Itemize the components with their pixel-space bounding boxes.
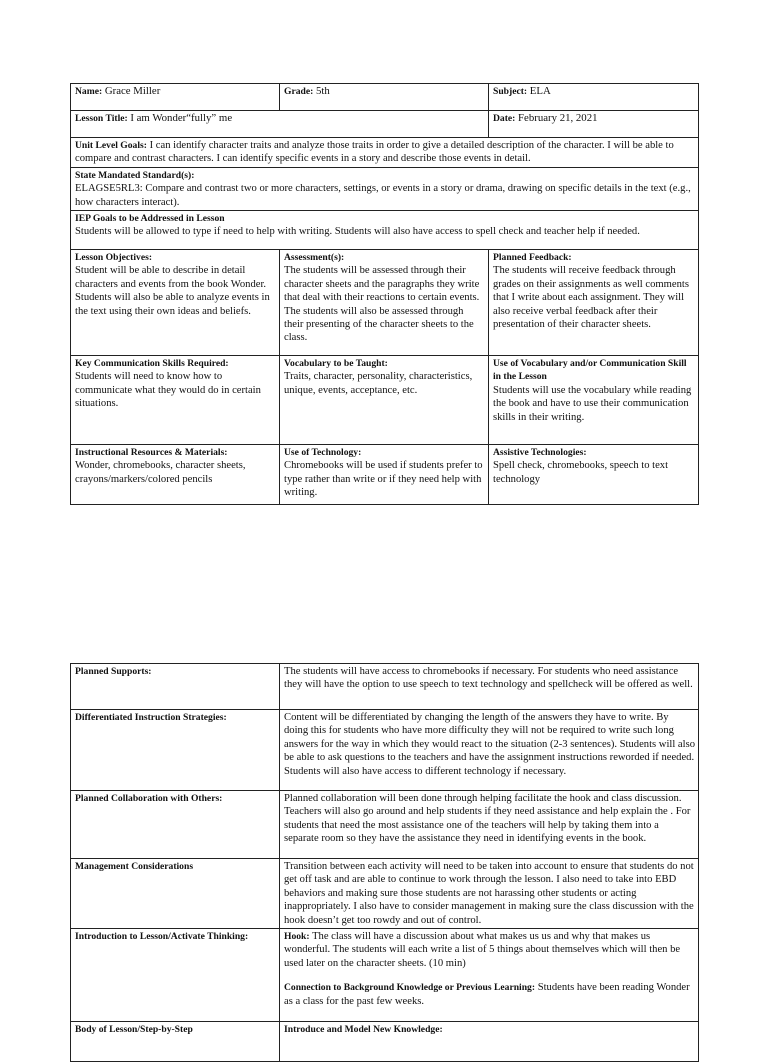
subject-cell: Subject: ELA: [489, 84, 699, 111]
differentiated-label-cell: Differentiated Instruction Strategies:: [71, 710, 280, 791]
hook-label: Hook:: [284, 931, 310, 943]
lesson-plan-header-table: [70, 83, 699, 505]
standards-label: State Mandated Standard(s):: [75, 169, 195, 181]
technology-cell: Use of Technology: Chromebooks will be used if students prefer to type rather than write or if they need help with writing.: [280, 445, 489, 505]
name-cell: Name: Grace Miller: [71, 84, 280, 111]
introduction-label-cell: Introduction to Lesson/Activate Thinking:: [71, 929, 280, 1022]
grade-value: 5th: [315, 85, 330, 97]
lesson-title: I am Wonder“fully” me: [130, 112, 233, 124]
communication-skills-cell: Key Communication Skills Required: Students will need to know how to communicate what they would do in certain situations.: [71, 356, 280, 445]
iep-goals-label: IEP Goals to be Addressed in Lesson: [75, 213, 225, 225]
technology-text: Chromebooks will be used if students prefer to type rather than write or if they need help with writing.: [284, 460, 483, 499]
introduction-cell: [280, 929, 699, 1022]
connection-text: Students have been reading Wonder as a class for the past few weeks.: [284, 982, 690, 1007]
assessment-cell: Assessment(s): The students will be assessed through their character sheets and the paragraphs they write that deal with their reactions to certain events. The students will also be assessed through their presenting of the character sheets to the class.: [280, 250, 489, 356]
vocabulary-cell: Vocabulary to be Taught: Traits, character, personality, characteristics, unique, events, acceptance, etc.: [280, 356, 489, 445]
lesson-date: February 21, 2021: [518, 112, 598, 124]
iep-goals-cell: [71, 211, 699, 250]
feedback-text: The students will receive feedback through grades on their assignments as well comments that I write about each assignment. They will also receive verbal feedback after their presentation of their character sheets.: [493, 265, 689, 331]
planned-supports-label-cell: Planned Supports:: [71, 664, 280, 710]
collaboration-text: Planned collaboration will been done through helping facilitate the hook and class discussion. Teachers will also go around and help students if they need assistance and help explain the . For students that need the most assistance one of the teachers will help by taking them into a separate room so they have the assistance they need in identifying events in the book.: [280, 791, 699, 859]
date-cell: Date: February 21, 2021: [489, 111, 699, 138]
teacher-name: Grace Miller: [104, 85, 161, 97]
assessment-text: The students will be assessed through their character sheets and the paragraphs they write that deal with their reactions to certain events. The students will also be assessed through their presenting of the character sheets to the class.: [284, 265, 480, 344]
objectives-text: Student will be able to describe in detail characters and events from the book Wonder. Students will also be able to analyze events in the text using their own ideas and beliefs.: [75, 265, 270, 317]
vocabulary-use-text: Students will use the vocabulary while reading the book and have to use their communication skills in their writing.: [493, 384, 692, 423]
differentiated-text: Content will be differentiated by changing the length of the answers they have to write. By doing this for students who have more difficulty they will not be required to write such long answers for the way in which they would react to the situation (2-3 sentences). Students will also be able to ask questions to the teachers and have the assignment instructions reworded if needed. Students will also have access to different technology if necessary.: [280, 710, 699, 791]
introduce-model-cell: Introduce and Model New Knowledge:: [280, 1022, 699, 1062]
lesson-plan-details-table: [70, 663, 699, 1062]
lesson-title-cell: Lesson Title: I am Wonder“fully” me: [71, 111, 489, 138]
management-text: Transition between each activity will need to be taken into account to ensure that students do not get off task and are able to continue to work through the lesson. I also need to take into EBD behaviors and making sure those students are not harassing other students or acting inappropriately. I also have to consider management in making sure the class discussion with the hook doesn’t get too rowdy and out of control.: [280, 859, 699, 929]
iep-goals-text: Students will be allowed to type if need to help with writing. Students will also have access to spell check and teacher help if needed.: [75, 226, 640, 238]
unit-goals-cell: [71, 138, 699, 168]
objectives-cell: Lesson Objectives: Student will be able to describe in detail characters and events from the book Wonder. Students will also be able to analyze events in the text using their own ideas and beliefs.: [71, 250, 280, 356]
planned-supports-text: The students will have access to chromebooks if necessary. For students who need assistance they will have the option to use speech to text technology and spellcheck will be offered as well.: [280, 664, 699, 710]
subject-value: ELA: [529, 85, 551, 97]
hook-text: The class will have a discussion about what makes us us and why that makes us wonderful. The students will each write a list of 5 things about themselves which will then be used later on the character sheets. (10 min): [284, 931, 681, 969]
vocabulary-use-cell: Use of Vocabulary and/or Communication Skill in the Lesson Students will use the vocabulary while reading the book and have to use their communication skills in their writing.: [489, 356, 699, 445]
body-of-lesson-label-cell: Body of Lesson/Step-by-Step: [71, 1022, 280, 1062]
grade-cell: Grade: 5th: [280, 84, 489, 111]
assistive-tech-text: Spell check, chromebooks, speech to text technology: [493, 460, 669, 485]
assistive-tech-cell: Assistive Technologies: Spell check, chromebooks, speech to text technology: [489, 445, 699, 505]
collaboration-label-cell: Planned Collaboration with Others:: [71, 791, 280, 859]
connection-label: Connection to Background Knowledge or Previous Learning:: [284, 982, 536, 994]
resources-cell: Instructional Resources & Materials: Wonder, chromebooks, character sheets, crayons/markers/colored pencils: [71, 445, 280, 505]
vocabulary-text: Traits, character, personality, characteristics, unique, events, acceptance, etc.: [284, 371, 473, 396]
standards-cell: [71, 167, 699, 210]
standards-text: ELAGSE5RL3: Compare and contrast two or more characters, settings, or events in a story or drama, drawing on specific details in the text (e.g., how characters interact).: [75, 183, 691, 208]
management-label-cell: Management Considerations: [71, 859, 280, 929]
feedback-cell: Planned Feedback: The students will receive feedback through grades on their assignments as well comments that I write about each assignment. They will also receive verbal feedback after their presentation of their character sheets.: [489, 250, 699, 356]
unit-goals-label: Unit Level Goals:: [75, 140, 147, 151]
unit-goals-text: I can identify character traits and analyze those traits in order to give a detailed description of the character. I will be able to compare and contrast characters. I can identify specific events in a story and describe those events in detail.: [75, 140, 674, 165]
resources-text: Wonder, chromebooks, character sheets, crayons/markers/colored pencils: [75, 460, 246, 485]
communication-skills-text: Students will need to know how to communicate what they would do in certain situations.: [75, 371, 261, 410]
